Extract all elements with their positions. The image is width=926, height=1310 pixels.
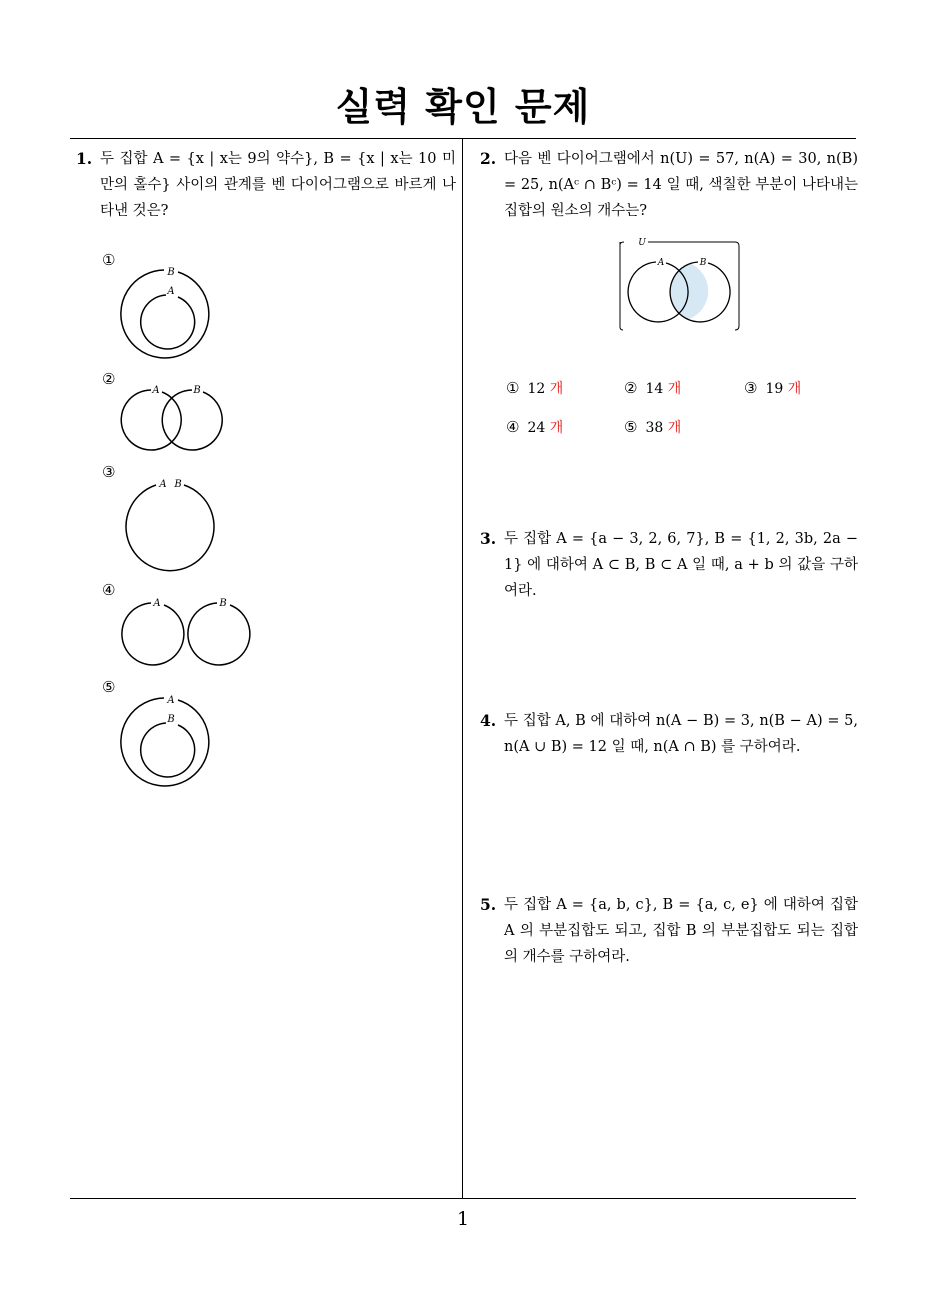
choice-value: 38 개 <box>645 420 682 436</box>
option-5-mark[interactable]: ⑤ <box>102 678 116 696</box>
set-b-circle <box>141 723 195 777</box>
universe-corner <box>620 242 624 245</box>
problem-text: 다음 벤 다이어그램에서 n(U) = 57, n(A) = 30, n(B) = 25, n(Aᶜ ∩ Bᶜ) = 14 일 때, 색칠한 부분이 나타내는 집합의 원소의 개수는? <box>504 151 858 219</box>
problem-2 <box>480 146 858 224</box>
problem-3 <box>480 526 858 604</box>
option-1-venn-diagram[interactable] <box>120 262 220 362</box>
set-b-circle <box>162 390 222 450</box>
label-b: B <box>219 598 227 609</box>
problem-number: 5. <box>480 895 497 914</box>
problem-1 <box>76 146 456 224</box>
option-2-venn-diagram[interactable] <box>120 382 235 454</box>
option-2-mark[interactable]: ② <box>102 370 116 388</box>
choice-value: 24 개 <box>527 420 564 436</box>
problem-4 <box>480 708 858 760</box>
option-1-mark[interactable]: ① <box>102 251 116 269</box>
set-circle <box>126 485 214 571</box>
problem-text: 두 집합 A = {a, b, c}, B = {a, c, e} 에 대하여 집합 A 의 부분집합도 되고, 집합 B 의 부분집합도 되는 집합의 개수를 구하여라. <box>504 897 858 965</box>
column-divider <box>462 139 463 1199</box>
label-b: B <box>699 258 707 268</box>
choice-2[interactable] <box>624 378 681 398</box>
page-number: 1 <box>456 1208 470 1230</box>
label-b: B <box>167 267 175 278</box>
problem-5 <box>480 892 858 970</box>
set-a-circle <box>141 295 195 349</box>
choice-value: 12 개 <box>527 381 564 397</box>
universe-left-edge <box>620 242 623 330</box>
page-title: 실력 확인 문제 <box>335 85 591 129</box>
set-a-circle <box>121 698 209 786</box>
choice-3[interactable] <box>744 378 801 398</box>
label-b: B <box>174 479 182 490</box>
problem-2-venn-diagram <box>618 234 742 332</box>
problem-number: 4. <box>480 711 497 730</box>
option-4-venn-diagram[interactable] <box>120 594 260 670</box>
option-3-venn-diagram[interactable] <box>120 475 220 573</box>
set-b-circle <box>188 603 250 665</box>
label-a: A <box>153 598 161 609</box>
choice-mark: ① <box>506 379 520 397</box>
set-a-circle <box>122 603 184 665</box>
choice-value: 19 개 <box>765 381 802 397</box>
choice-4[interactable] <box>506 417 563 437</box>
label-a: A <box>167 286 175 297</box>
label-u: U <box>638 238 646 248</box>
universe-right-edge <box>735 242 739 330</box>
problem-number: 3. <box>480 529 497 548</box>
label-a: A <box>159 479 167 490</box>
footer-rule <box>70 1198 856 1199</box>
set-b-circle <box>121 270 209 358</box>
shaded-intersection <box>670 263 708 319</box>
problem-text: 두 집합 A = {a − 3, 2, 6, 7}, B = {1, 2, 3b, 2a − 1} 에 대하여 A ⊂ B, B ⊂ A 일 때, a + b 의 값을 구하여라. <box>504 531 858 599</box>
problem-number: 1. <box>76 149 93 168</box>
option-5-venn-diagram[interactable] <box>120 690 220 790</box>
label-a: A <box>167 695 175 706</box>
option-4-mark[interactable]: ④ <box>102 581 116 599</box>
problem-text: 두 집합 A, B 에 대하여 n(A − B) = 3, n(B − A) = 5, n(A ∪ B) = 12 일 때, n(A ∩ B) 를 구하여라. <box>504 713 858 755</box>
label-a: A <box>152 385 160 396</box>
choice-value: 14 개 <box>645 381 682 397</box>
choice-mark: ② <box>624 379 638 397</box>
label-a: A <box>657 258 665 268</box>
set-a-circle <box>121 390 181 450</box>
header-rule <box>70 138 856 139</box>
label-b: B <box>167 714 175 725</box>
choice-mark: ⑤ <box>624 418 638 436</box>
choice-mark: ③ <box>744 379 758 397</box>
choice-mark: ④ <box>506 418 520 436</box>
problem-text: 두 집합 A = {x | x는 9의 약수}, B = {x | x는 10 미만의 홀수} 사이의 관계를 벤 다이어그램으로 바르게 나타낸 것은? <box>100 151 456 219</box>
option-3-mark[interactable]: ③ <box>102 463 116 481</box>
problem-number: 2. <box>480 149 497 168</box>
label-b: B <box>193 385 201 396</box>
choice-1[interactable] <box>506 378 563 398</box>
choice-5[interactable] <box>624 417 681 437</box>
